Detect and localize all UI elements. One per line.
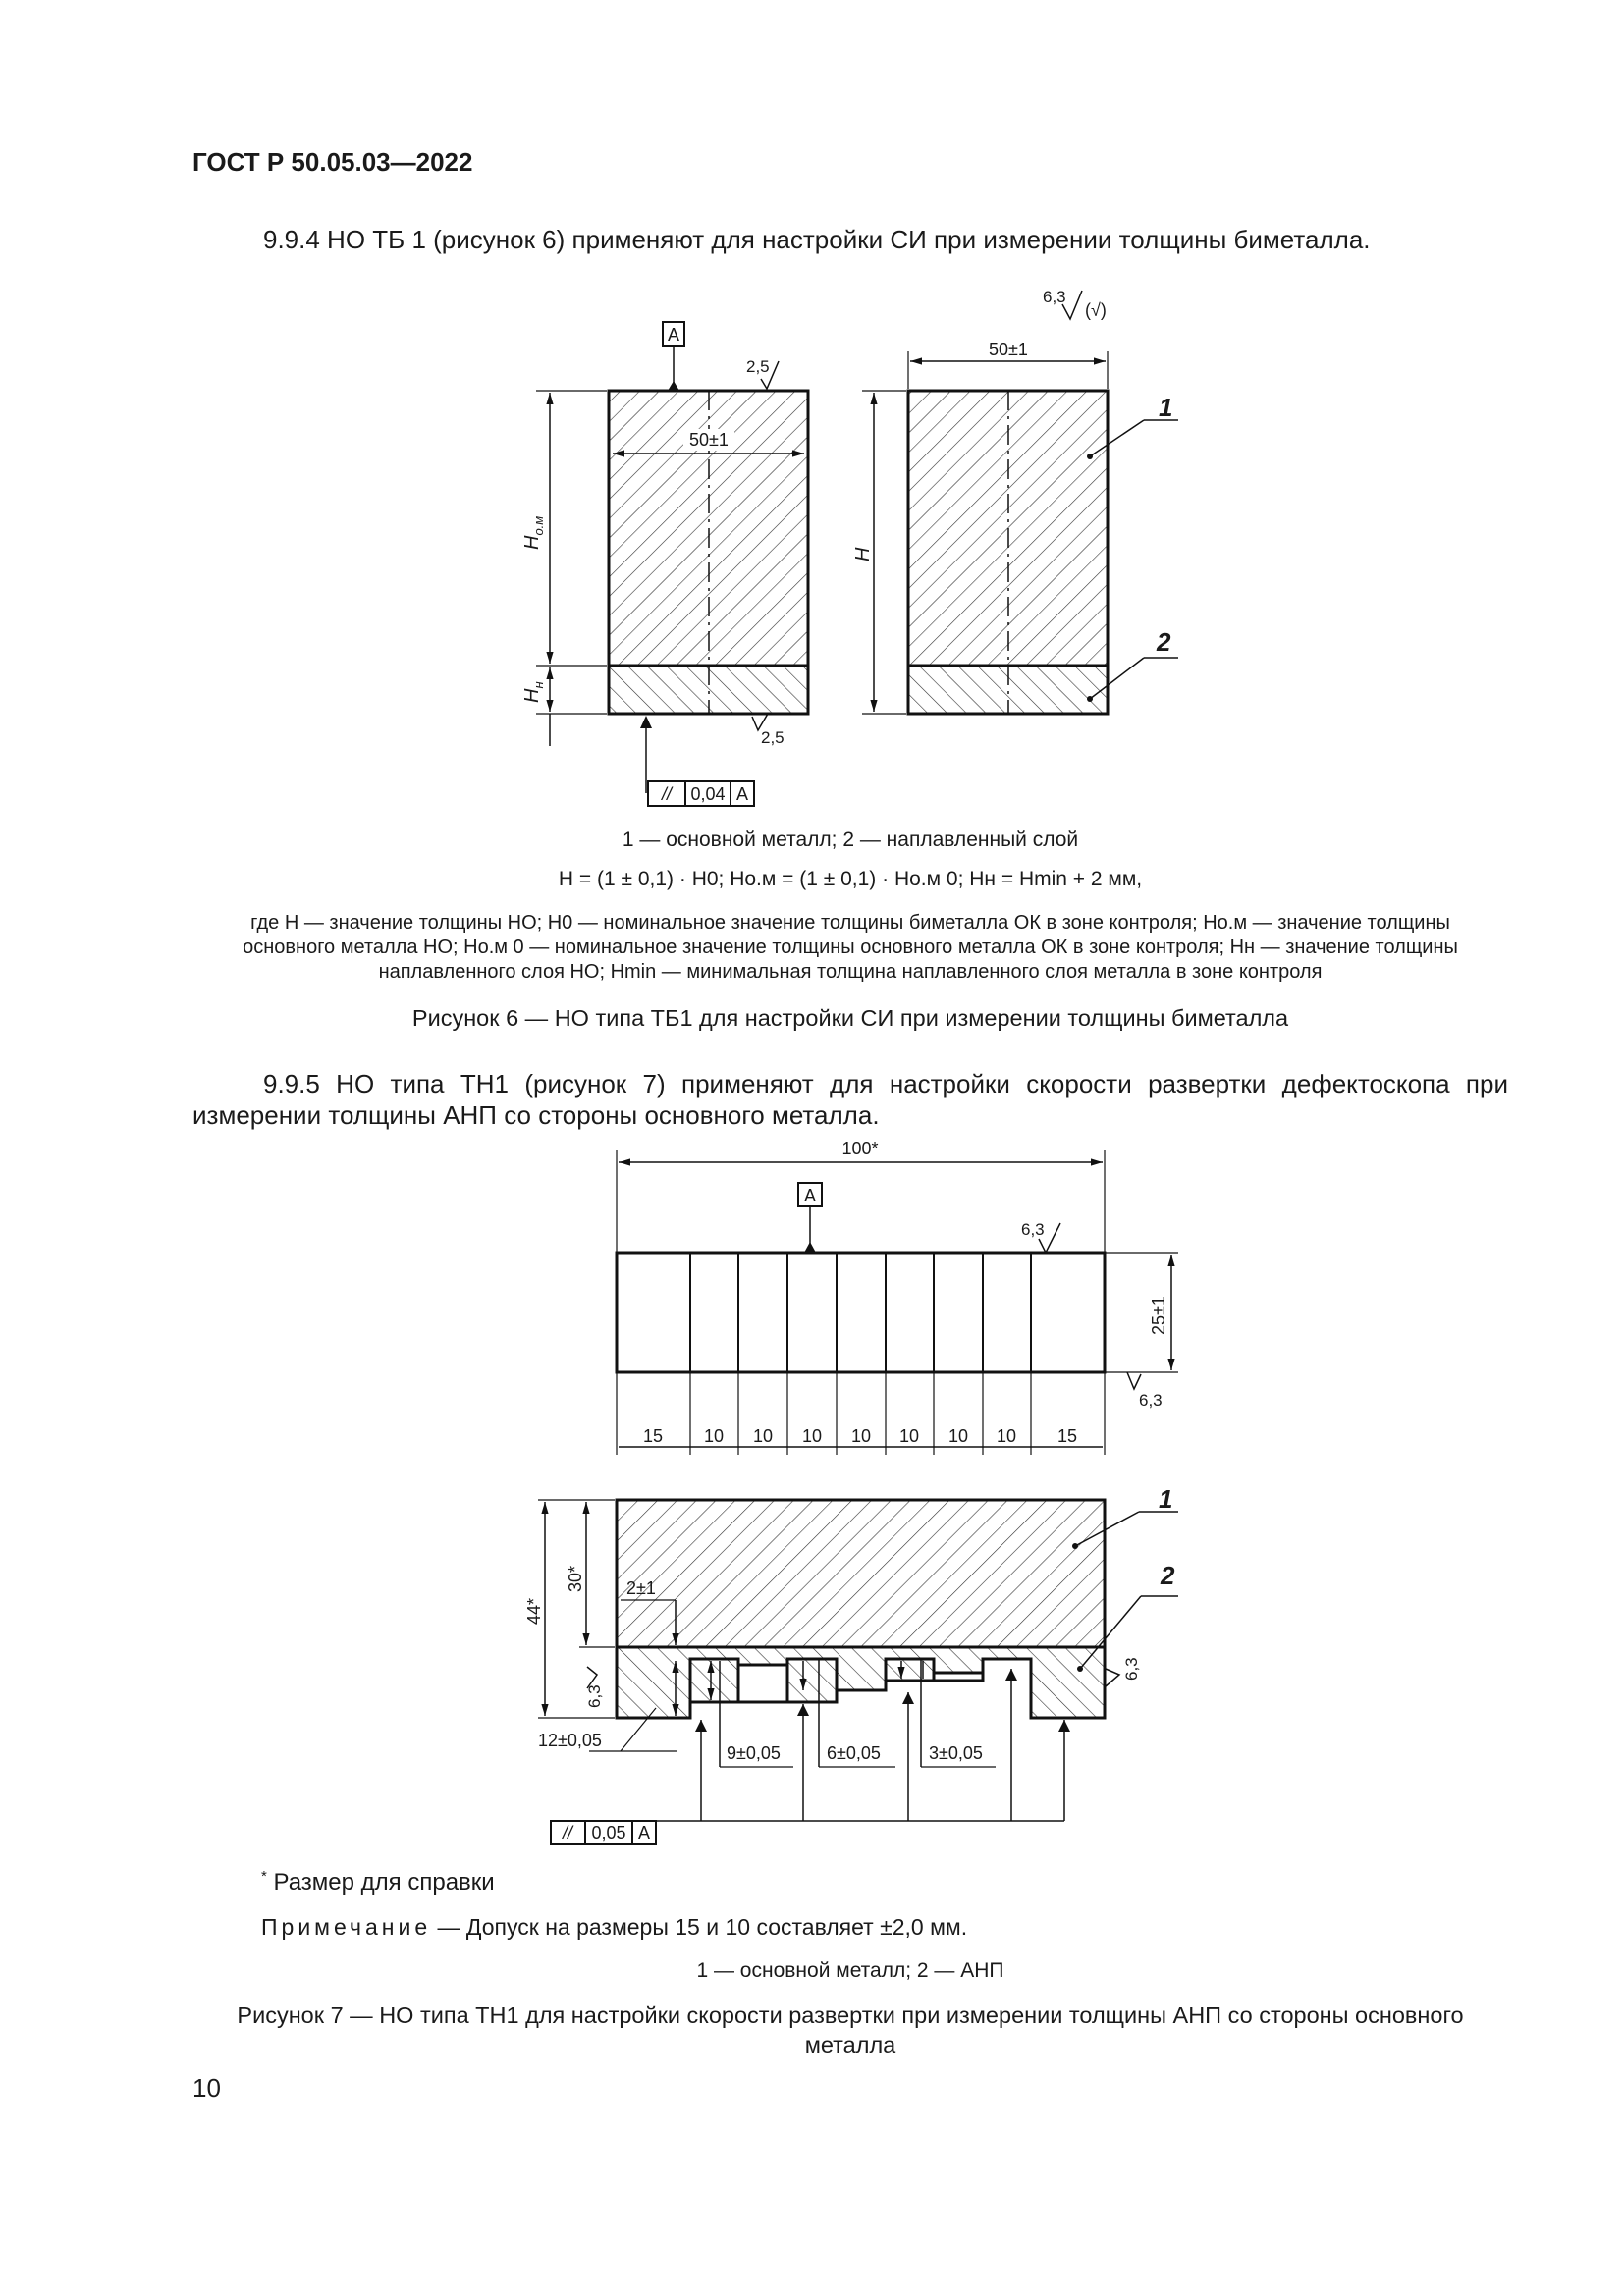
section-9-9-4-text: 9.9.4 НО ТБ 1 (рисунок 6) применяют для настройки СИ при измерении толщины биметалла. bbox=[263, 225, 1371, 254]
fig7-note-label: Примечание bbox=[261, 1914, 432, 1940]
fig7-step-6: 6±0,05 bbox=[827, 1743, 881, 1763]
fig7-segment-3: 10 bbox=[752, 1426, 774, 1446]
fig7-datum-label: A bbox=[803, 1186, 817, 1205]
fig7-segment-2: 10 bbox=[703, 1426, 725, 1446]
fig7-roughness-top: 6,3 bbox=[1021, 1220, 1045, 1239]
document-header: ГОСТ Р 50.05.03—2022 bbox=[192, 147, 473, 177]
fig7-tolerance-symbol: // bbox=[562, 1823, 573, 1842]
fig7-roughness-side: 6,3 bbox=[1139, 1391, 1163, 1410]
fig6-datum-label: A bbox=[667, 325, 680, 345]
fig7-step-12: 12±0,05 bbox=[538, 1731, 602, 1750]
fig6-explanation-line2: основного металла НО; Hо.м 0 — номинальное значение толщины основного металла ОК в зоне контроля; Hн — значение толщины bbox=[243, 936, 1458, 958]
fig7-footnote-text: Размер для справки bbox=[273, 1869, 495, 1896]
fig6-caption: Рисунок 6 — НО типа ТБ1 для настройки СИ при измерении толщины биметалла bbox=[411, 1005, 1289, 1031]
fig6-tolerance-datum: A bbox=[735, 784, 749, 804]
fig6-right-block bbox=[852, 288, 1178, 714]
fig7-top-view bbox=[617, 1139, 1178, 1455]
fig6-formula: H = (1 ± 0,1) · H0; Hо.м = (1 ± 0,1) · Hо.м 0; Hн = Hmin + 2 мм, bbox=[558, 868, 1143, 890]
fig7-section-view bbox=[524, 1484, 1178, 1844]
fig7-length-dim: 100* bbox=[841, 1139, 879, 1158]
fig7-tolerance-datum: A bbox=[637, 1823, 651, 1842]
fig7-segment-8: 10 bbox=[996, 1426, 1017, 1446]
fig6-roughness-top: 2,5 bbox=[746, 357, 770, 376]
fig6-callout-1: 1 bbox=[1159, 393, 1173, 422]
section-9-9-5-text: 9.9.5 НО типа ТН1 (рисунок 7) применяют для настройки скорости развертки дефектоскопа при измерении толщины АНП со стороны основного металла. bbox=[192, 1069, 1508, 1130]
fig6-roughness-general-tick: (√) bbox=[1085, 300, 1107, 320]
fig6-left-block bbox=[521, 322, 808, 806]
fig6-right-width-dim: 50±1 bbox=[989, 340, 1028, 359]
fig6-height-base-label: $H_{о.м}$ bbox=[521, 515, 546, 550]
fig7-base-height: 30* bbox=[566, 1565, 585, 1592]
fig6-roughness-general: 6,3 bbox=[1043, 288, 1066, 306]
fig7-tolerance-value: 0,05 bbox=[591, 1823, 626, 1842]
fig7-step-2: 2±1 bbox=[626, 1578, 656, 1598]
fig7-height-dim: 25±1 bbox=[1149, 1296, 1168, 1335]
fig6-left-width-dim: 50±1 bbox=[689, 430, 729, 450]
fig7-legend: 1 — основной металл; 2 — АНП bbox=[696, 1959, 1004, 1982]
fig7-note-text: — Допуск на размеры 15 и 10 составляет ±2,0 мм. bbox=[437, 1914, 968, 1940]
fig7-callout-2: 2 bbox=[1161, 1561, 1175, 1590]
fig7-segment-9: 15 bbox=[1056, 1426, 1078, 1446]
fig7-callout-1: 1 bbox=[1159, 1484, 1173, 1514]
fig6-callout-2: 2 bbox=[1157, 627, 1171, 657]
fig7-roughness-left: 6,3 bbox=[585, 1684, 604, 1708]
fig7-segment-4: 10 bbox=[801, 1426, 823, 1446]
fig6-tolerance-value: 0,04 bbox=[690, 784, 726, 804]
fig6-height-clad-label: $H_н$ bbox=[521, 681, 546, 703]
fig7-caption: Рисунок 7 — НО типа ТН1 для настройки скорости развертки при измерении толщины АНП со стороны основного металла bbox=[237, 2002, 1464, 2057]
fig7-step-9: 9±0,05 bbox=[727, 1743, 781, 1763]
fig6-roughness-bottom: 2,5 bbox=[761, 728, 785, 747]
fig7-total-height: 44* bbox=[524, 1597, 544, 1625]
fig6-height-total-label: H bbox=[852, 547, 874, 561]
figure-6-drawing bbox=[0, 0, 1624, 825]
fig7-segment-5: 10 bbox=[850, 1426, 872, 1446]
fig7-roughness-right: 6,3 bbox=[1122, 1657, 1141, 1681]
fig6-explanation-line3: наплавленного слоя НО; Hmin — минимальная толщина наплавленного слоя металла в зоне контроля bbox=[378, 961, 1323, 983]
fig7-footnote: * Размер для справки bbox=[261, 1868, 495, 1896]
fig7-step-3: 3±0,05 bbox=[929, 1743, 983, 1763]
fig7-segment-7: 10 bbox=[947, 1426, 969, 1446]
fig6-explanation-line1: где H — значение толщины НО; H0 — номинальное значение толщины биметалла ОК в зоне контроля; Hо.м — значение толщины bbox=[250, 912, 1450, 934]
fig7-segment-1: 15 bbox=[642, 1426, 664, 1446]
fig6-legend: 1 — основной металл; 2 — наплавленный слой bbox=[622, 828, 1079, 851]
figure-7-drawing bbox=[0, 1129, 1624, 1865]
page-number: 10 bbox=[192, 2073, 221, 2103]
fig6-tolerance-symbol: // bbox=[661, 784, 673, 804]
fig7-note bbox=[261, 1914, 967, 1941]
fig7-segment-6: 10 bbox=[898, 1426, 920, 1446]
